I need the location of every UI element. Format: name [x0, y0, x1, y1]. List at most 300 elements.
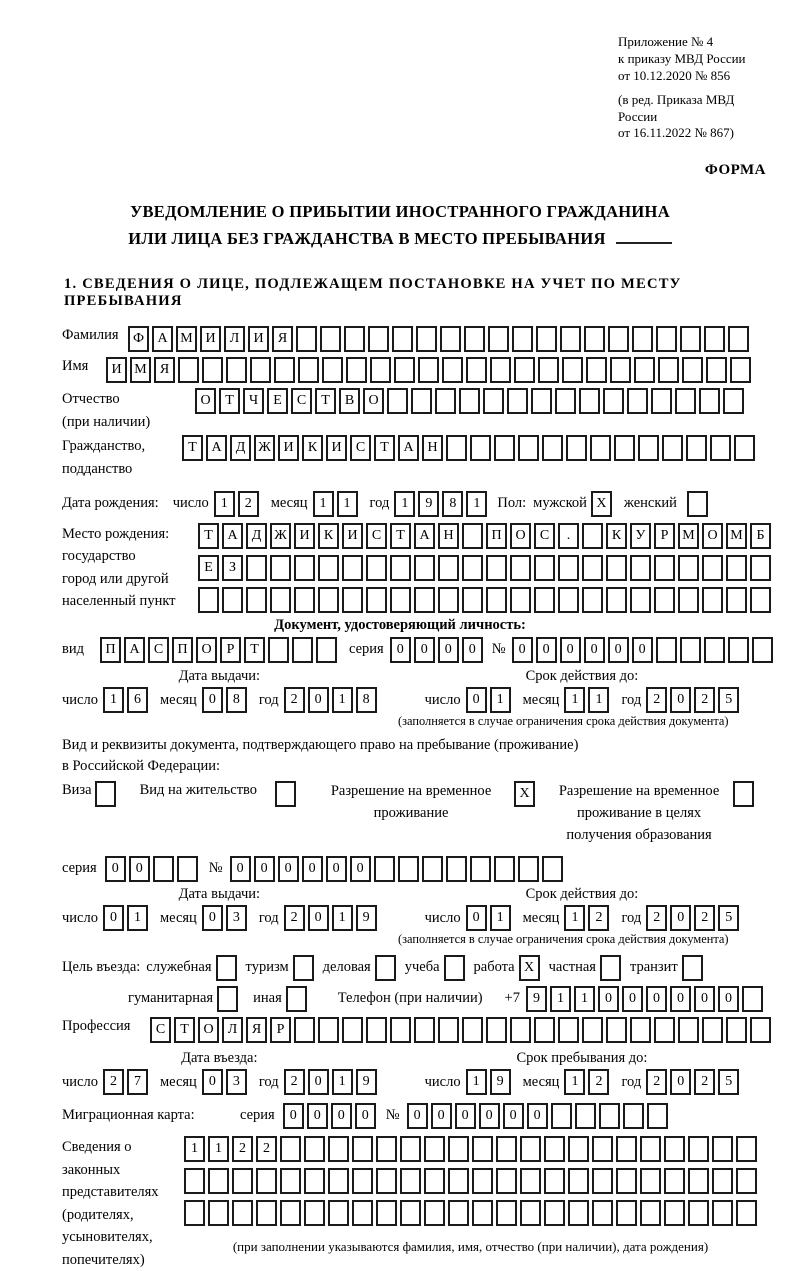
char-box[interactable]: 0 [670, 986, 691, 1012]
char-box[interactable]: Д [246, 523, 267, 549]
char-box[interactable]: А [206, 435, 227, 461]
char-box[interactable]: 9 [526, 986, 547, 1012]
char-box[interactable]: 5 [718, 1069, 739, 1095]
char-box[interactable] [616, 1200, 637, 1226]
vnzh-checkbox[interactable] [275, 781, 296, 807]
char-box[interactable] [222, 587, 243, 613]
char-box[interactable] [680, 326, 701, 352]
char-box[interactable]: 3 [226, 905, 247, 931]
char-box[interactable]: 0 [414, 637, 435, 663]
char-box[interactable]: 0 [230, 856, 251, 882]
char-box[interactable]: 0 [512, 637, 533, 663]
char-box[interactable]: 0 [536, 637, 557, 663]
char-box[interactable] [582, 587, 603, 613]
char-box[interactable] [294, 555, 315, 581]
char-box[interactable]: 0 [527, 1103, 548, 1129]
char-box[interactable] [603, 388, 624, 414]
char-box[interactable] [400, 1200, 421, 1226]
char-box[interactable] [534, 587, 555, 613]
char-box[interactable] [390, 555, 411, 581]
char-box[interactable] [590, 435, 611, 461]
purpose-private-checkbox[interactable] [600, 955, 621, 981]
char-box[interactable]: 0 [632, 637, 653, 663]
char-box[interactable]: 0 [503, 1103, 524, 1129]
char-box[interactable]: Т [244, 637, 265, 663]
char-box[interactable]: 2 [646, 1069, 667, 1095]
char-box[interactable] [568, 1136, 589, 1162]
char-box[interactable] [446, 856, 467, 882]
purpose-study-checkbox[interactable] [444, 955, 465, 981]
char-box[interactable]: 2 [238, 491, 259, 517]
char-box[interactable] [438, 1017, 459, 1043]
char-box[interactable] [632, 326, 653, 352]
char-box[interactable] [496, 1168, 517, 1194]
char-box[interactable] [638, 435, 659, 461]
char-box[interactable] [280, 1136, 301, 1162]
char-box[interactable]: 5 [718, 905, 739, 931]
char-box[interactable] [630, 1017, 651, 1043]
char-box[interactable]: 0 [598, 986, 619, 1012]
purpose-official-checkbox[interactable] [216, 955, 237, 981]
char-box[interactable] [472, 1136, 493, 1162]
char-box[interactable] [566, 435, 587, 461]
char-box[interactable] [664, 1168, 685, 1194]
char-box[interactable] [304, 1136, 325, 1162]
char-box[interactable] [392, 326, 413, 352]
char-box[interactable]: А [398, 435, 419, 461]
char-box[interactable] [702, 587, 723, 613]
char-box[interactable] [328, 1168, 349, 1194]
char-box[interactable]: 0 [254, 856, 275, 882]
char-box[interactable]: Б [750, 523, 771, 549]
char-box[interactable] [400, 1168, 421, 1194]
char-box[interactable] [344, 326, 365, 352]
char-box[interactable] [616, 1168, 637, 1194]
char-box[interactable]: И [294, 523, 315, 549]
char-box[interactable]: 2 [284, 905, 305, 931]
char-box[interactable] [270, 587, 291, 613]
char-box[interactable]: Ж [270, 523, 291, 549]
char-box[interactable] [726, 555, 747, 581]
char-box[interactable]: О [702, 523, 723, 549]
char-box[interactable]: С [150, 1017, 171, 1043]
char-box[interactable] [712, 1200, 733, 1226]
char-box[interactable] [627, 388, 648, 414]
char-box[interactable]: Т [219, 388, 240, 414]
char-box[interactable]: 0 [103, 905, 124, 931]
char-box[interactable]: К [318, 523, 339, 549]
char-box[interactable] [370, 357, 391, 383]
char-box[interactable]: А [222, 523, 243, 549]
char-box[interactable] [654, 1017, 675, 1043]
char-box[interactable]: 3 [226, 1069, 247, 1095]
char-box[interactable] [678, 1017, 699, 1043]
char-box[interactable] [586, 357, 607, 383]
char-box[interactable]: 1 [394, 491, 415, 517]
char-box[interactable] [280, 1168, 301, 1194]
char-box[interactable]: 1 [564, 1069, 585, 1095]
char-box[interactable] [294, 1017, 315, 1043]
char-box[interactable] [184, 1168, 205, 1194]
char-box[interactable]: Т [390, 523, 411, 549]
char-box[interactable]: 0 [331, 1103, 352, 1129]
char-box[interactable]: 0 [308, 1069, 329, 1095]
char-box[interactable] [664, 1200, 685, 1226]
char-box[interactable] [280, 1200, 301, 1226]
char-box[interactable]: 0 [105, 856, 126, 882]
char-box[interactable] [688, 1200, 709, 1226]
char-box[interactable]: П [486, 523, 507, 549]
char-box[interactable]: 0 [584, 637, 605, 663]
char-box[interactable]: Ж [254, 435, 275, 461]
char-box[interactable] [742, 986, 763, 1012]
char-box[interactable] [558, 587, 579, 613]
char-box[interactable]: И [248, 326, 269, 352]
char-box[interactable] [398, 856, 419, 882]
char-box[interactable]: 0 [560, 637, 581, 663]
char-box[interactable] [678, 555, 699, 581]
char-box[interactable] [352, 1200, 373, 1226]
char-box[interactable] [662, 435, 683, 461]
char-box[interactable] [400, 1136, 421, 1162]
char-box[interactable] [555, 388, 576, 414]
char-box[interactable] [304, 1200, 325, 1226]
char-box[interactable] [226, 357, 247, 383]
char-box[interactable] [680, 637, 701, 663]
char-box[interactable] [514, 357, 535, 383]
char-box[interactable] [318, 587, 339, 613]
char-box[interactable] [688, 1136, 709, 1162]
char-box[interactable] [483, 388, 504, 414]
char-box[interactable]: 8 [356, 687, 377, 713]
char-box[interactable]: И [278, 435, 299, 461]
char-box[interactable]: 0 [202, 1069, 223, 1095]
char-box[interactable]: 0 [438, 637, 459, 663]
char-box[interactable] [582, 1017, 603, 1043]
char-box[interactable] [584, 326, 605, 352]
char-box[interactable] [682, 357, 703, 383]
char-box[interactable] [606, 587, 627, 613]
char-box[interactable] [414, 555, 435, 581]
char-box[interactable]: 1 [208, 1136, 229, 1162]
purpose-business-checkbox[interactable] [375, 955, 396, 981]
char-box[interactable] [366, 555, 387, 581]
char-box[interactable]: И [326, 435, 347, 461]
char-box[interactable]: 0 [431, 1103, 452, 1129]
char-box[interactable]: С [148, 637, 169, 663]
char-box[interactable]: 1 [550, 986, 571, 1012]
char-box[interactable]: 2 [284, 1069, 305, 1095]
char-box[interactable] [320, 326, 341, 352]
char-box[interactable] [750, 555, 771, 581]
char-box[interactable] [736, 1168, 757, 1194]
char-box[interactable]: 0 [407, 1103, 428, 1129]
char-box[interactable]: Л [222, 1017, 243, 1043]
char-box[interactable] [462, 587, 483, 613]
char-box[interactable] [678, 587, 699, 613]
char-box[interactable] [342, 555, 363, 581]
char-box[interactable] [730, 357, 751, 383]
char-box[interactable] [726, 1017, 747, 1043]
char-box[interactable] [328, 1200, 349, 1226]
char-box[interactable]: 0 [608, 637, 629, 663]
char-box[interactable] [654, 555, 675, 581]
char-box[interactable] [394, 357, 415, 383]
char-box[interactable] [623, 1103, 644, 1129]
char-box[interactable] [374, 856, 395, 882]
char-box[interactable] [606, 555, 627, 581]
char-box[interactable] [531, 388, 552, 414]
char-box[interactable] [208, 1200, 229, 1226]
char-box[interactable] [686, 435, 707, 461]
char-box[interactable] [342, 1017, 363, 1043]
char-box[interactable]: С [534, 523, 555, 549]
char-box[interactable]: 0 [466, 687, 487, 713]
char-box[interactable]: 0 [670, 687, 691, 713]
char-box[interactable] [270, 555, 291, 581]
char-box[interactable] [734, 435, 755, 461]
char-box[interactable]: 1 [564, 687, 585, 713]
char-box[interactable] [424, 1200, 445, 1226]
char-box[interactable]: 0 [646, 986, 667, 1012]
char-box[interactable] [712, 1136, 733, 1162]
char-box[interactable] [582, 523, 603, 549]
char-box[interactable] [520, 1136, 541, 1162]
char-box[interactable] [232, 1168, 253, 1194]
char-box[interactable] [442, 357, 463, 383]
char-box[interactable]: 0 [694, 986, 715, 1012]
char-box[interactable] [256, 1168, 277, 1194]
char-box[interactable] [368, 326, 389, 352]
char-box[interactable]: 2 [694, 687, 715, 713]
char-box[interactable] [544, 1136, 565, 1162]
visa-checkbox[interactable] [95, 781, 116, 807]
char-box[interactable]: 2 [232, 1136, 253, 1162]
char-box[interactable]: 2 [103, 1069, 124, 1095]
char-box[interactable] [544, 1200, 565, 1226]
char-box[interactable]: М [130, 357, 151, 383]
char-box[interactable] [496, 1136, 517, 1162]
char-box[interactable] [448, 1168, 469, 1194]
char-box[interactable]: М [726, 523, 747, 549]
char-box[interactable]: С [350, 435, 371, 461]
char-box[interactable] [390, 1017, 411, 1043]
char-box[interactable]: 0 [307, 1103, 328, 1129]
char-box[interactable]: 0 [308, 905, 329, 931]
char-box[interactable] [640, 1200, 661, 1226]
char-box[interactable]: Ф [128, 326, 149, 352]
char-box[interactable] [496, 1200, 517, 1226]
char-box[interactable]: 0 [202, 687, 223, 713]
char-box[interactable] [640, 1136, 661, 1162]
char-box[interactable] [654, 587, 675, 613]
char-box[interactable]: 1 [466, 1069, 487, 1095]
char-box[interactable]: О [196, 637, 217, 663]
char-box[interactable]: З [222, 555, 243, 581]
char-box[interactable]: 2 [284, 687, 305, 713]
char-box[interactable] [610, 357, 631, 383]
purpose-transit-checkbox[interactable] [682, 955, 703, 981]
char-box[interactable] [422, 856, 443, 882]
char-box[interactable] [542, 435, 563, 461]
char-box[interactable] [424, 1168, 445, 1194]
char-box[interactable]: Д [230, 435, 251, 461]
char-box[interactable]: К [606, 523, 627, 549]
char-box[interactable] [606, 1017, 627, 1043]
char-box[interactable]: 7 [127, 1069, 148, 1095]
char-box[interactable]: 2 [694, 1069, 715, 1095]
char-box[interactable]: 0 [129, 856, 150, 882]
char-box[interactable]: Е [198, 555, 219, 581]
char-box[interactable] [494, 856, 515, 882]
char-box[interactable] [268, 637, 289, 663]
char-box[interactable]: И [200, 326, 221, 352]
char-box[interactable]: 0 [202, 905, 223, 931]
char-box[interactable] [435, 388, 456, 414]
char-box[interactable] [250, 357, 271, 383]
char-box[interactable]: Н [422, 435, 443, 461]
char-box[interactable] [418, 357, 439, 383]
char-box[interactable]: 0 [462, 637, 483, 663]
char-box[interactable] [464, 326, 485, 352]
char-box[interactable] [592, 1200, 613, 1226]
char-box[interactable]: 0 [278, 856, 299, 882]
char-box[interactable] [494, 435, 515, 461]
char-box[interactable]: Л [224, 326, 245, 352]
char-box[interactable]: 2 [646, 687, 667, 713]
char-box[interactable]: В [339, 388, 360, 414]
char-box[interactable] [416, 326, 437, 352]
char-box[interactable]: 0 [479, 1103, 500, 1129]
char-box[interactable] [688, 1168, 709, 1194]
char-box[interactable] [472, 1168, 493, 1194]
char-box[interactable]: П [172, 637, 193, 663]
char-box[interactable] [538, 357, 559, 383]
char-box[interactable] [752, 637, 773, 663]
char-box[interactable] [702, 1017, 723, 1043]
char-box[interactable] [704, 637, 725, 663]
char-box[interactable]: 1 [574, 986, 595, 1012]
char-box[interactable] [510, 587, 531, 613]
char-box[interactable]: 1 [490, 905, 511, 931]
purpose-work-checkbox[interactable]: X [519, 955, 540, 981]
char-box[interactable] [462, 1017, 483, 1043]
char-box[interactable] [470, 435, 491, 461]
char-box[interactable] [328, 1136, 349, 1162]
char-box[interactable] [376, 1136, 397, 1162]
char-box[interactable]: 0 [622, 986, 643, 1012]
char-box[interactable]: О [195, 388, 216, 414]
char-box[interactable] [208, 1168, 229, 1194]
rvp-checkbox[interactable]: X [514, 781, 535, 807]
char-box[interactable] [750, 1017, 771, 1043]
char-box[interactable] [298, 357, 319, 383]
char-box[interactable]: Т [198, 523, 219, 549]
char-box[interactable]: У [630, 523, 651, 549]
char-box[interactable]: Я [272, 326, 293, 352]
char-box[interactable] [448, 1136, 469, 1162]
char-box[interactable] [256, 1200, 277, 1226]
char-box[interactable] [177, 856, 198, 882]
char-box[interactable] [390, 587, 411, 613]
char-box[interactable] [736, 1200, 757, 1226]
char-box[interactable] [352, 1168, 373, 1194]
male-checkbox[interactable]: X [591, 491, 612, 517]
char-box[interactable] [198, 587, 219, 613]
rvp-edu-checkbox[interactable] [733, 781, 754, 807]
char-box[interactable]: О [198, 1017, 219, 1043]
char-box[interactable]: П [100, 637, 121, 663]
char-box[interactable] [376, 1200, 397, 1226]
char-box[interactable] [592, 1168, 613, 1194]
char-box[interactable] [560, 326, 581, 352]
char-box[interactable] [472, 1200, 493, 1226]
char-box[interactable]: Т [174, 1017, 195, 1043]
char-box[interactable] [296, 326, 317, 352]
char-box[interactable] [647, 1103, 668, 1129]
char-box[interactable]: 1 [214, 491, 235, 517]
char-box[interactable]: Р [270, 1017, 291, 1043]
char-box[interactable] [518, 856, 539, 882]
purpose-other-checkbox[interactable] [286, 986, 307, 1012]
char-box[interactable]: 1 [127, 905, 148, 931]
char-box[interactable] [551, 1103, 572, 1129]
char-box[interactable] [486, 1017, 507, 1043]
char-box[interactable] [507, 388, 528, 414]
char-box[interactable] [318, 555, 339, 581]
char-box[interactable] [448, 1200, 469, 1226]
char-box[interactable]: 2 [646, 905, 667, 931]
char-box[interactable] [558, 1017, 579, 1043]
char-box[interactable] [664, 1136, 685, 1162]
char-box[interactable] [723, 388, 744, 414]
char-box[interactable] [316, 637, 337, 663]
char-box[interactable]: 0 [455, 1103, 476, 1129]
char-box[interactable]: 1 [184, 1136, 205, 1162]
char-box[interactable] [614, 435, 635, 461]
char-box[interactable]: 0 [670, 905, 691, 931]
char-box[interactable] [520, 1168, 541, 1194]
char-box[interactable] [486, 555, 507, 581]
char-box[interactable] [534, 555, 555, 581]
char-box[interactable] [562, 357, 583, 383]
char-box[interactable]: Р [220, 637, 241, 663]
char-box[interactable]: 9 [356, 905, 377, 931]
char-box[interactable] [440, 326, 461, 352]
char-box[interactable]: Т [315, 388, 336, 414]
char-box[interactable] [490, 357, 511, 383]
char-box[interactable] [184, 1200, 205, 1226]
char-box[interactable]: М [678, 523, 699, 549]
char-box[interactable] [710, 435, 731, 461]
char-box[interactable]: Ч [243, 388, 264, 414]
char-box[interactable]: 6 [127, 687, 148, 713]
char-box[interactable] [736, 1136, 757, 1162]
char-box[interactable]: Т [374, 435, 395, 461]
char-box[interactable] [153, 856, 174, 882]
char-box[interactable] [542, 856, 563, 882]
char-box[interactable] [459, 388, 480, 414]
char-box[interactable]: 9 [356, 1069, 377, 1095]
char-box[interactable] [438, 555, 459, 581]
char-box[interactable]: 1 [103, 687, 124, 713]
char-box[interactable] [274, 357, 295, 383]
char-box[interactable]: 0 [718, 986, 739, 1012]
char-box[interactable] [712, 1168, 733, 1194]
char-box[interactable] [599, 1103, 620, 1129]
char-box[interactable]: 2 [694, 905, 715, 931]
char-box[interactable] [178, 357, 199, 383]
